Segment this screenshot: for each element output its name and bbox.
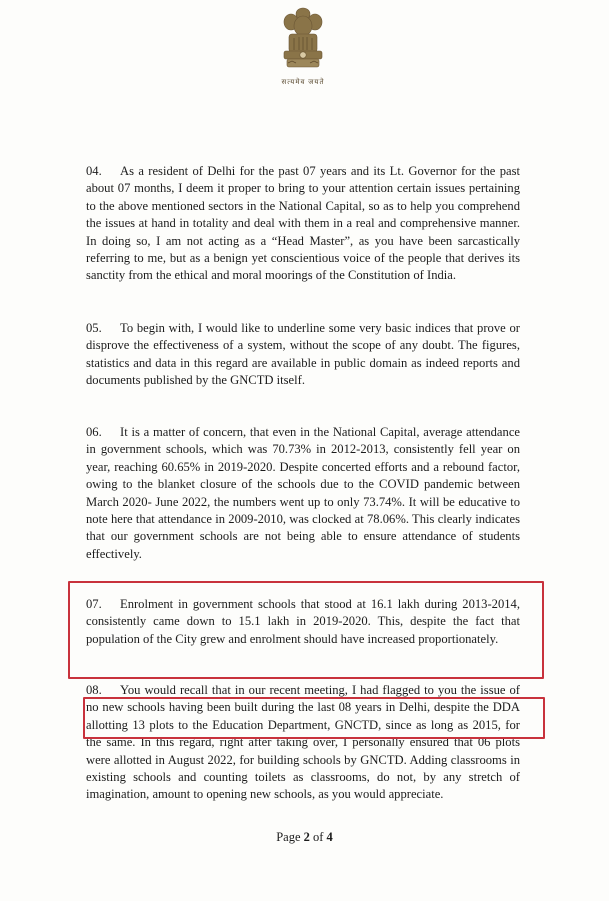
paragraph-number: 04.: [86, 164, 102, 178]
paragraph-text: It is a matter of concern, that even in the National Capital, average attendance in government schools, which was 70.73% in 2012-2013, consistently fell year on year, reaching 60.65% in 2019-2020. Despite concerted efforts and a rebound factor, owing to the blanket closure of the schools due to the COVID pandemic between March 2020- June 2022, the numbers went up to only 73.74%. It will be educative to note here that attendance in 2009-2010, was clocked at 78.06%. This clearly indicates that our government schools are not being able to ensure attendance of students effectively.: [86, 425, 520, 561]
paragraph-06: [86, 424, 520, 563]
lion-capital-icon: [270, 4, 336, 76]
footer-current-page: 2: [303, 830, 310, 844]
paragraph-text: As a resident of Delhi for the past 07 years and its Lt. Governor for the past about 07 months, I deem it proper to bring to your attention certain issues pertaining to the above mentioned sectors in the National Capital, so as to help you comprehend the issues at hand in totality and deal with them in a real and comprehensive manner. In doing so, I am not acting as a “Head Master”, as you have been sarcastically referring to me, but as a benign yet conscientious voice of the people that derives its sanctity from the ethical and moral moorings of the Constitution of India.: [86, 164, 520, 283]
paragraph-number: 08.: [86, 683, 102, 697]
national-emblem: [270, 4, 336, 94]
paragraph-number: 07.: [86, 597, 102, 611]
paragraph-text: Enrolment in government schools that stood at 16.1 lakh during 2013-2014, consistently came down to 15.1 lakh in 2019-2020. This, despite the fact that population of the City grew and enrolment should have increased proportionately.: [86, 597, 520, 646]
footer-total-pages: 4: [326, 830, 333, 844]
highlight-box-no-new-schools: [83, 697, 545, 739]
footer-of: of: [309, 830, 327, 844]
paragraph-05: [86, 320, 520, 390]
paragraph-number: 06.: [86, 425, 102, 439]
paragraph-text: You would recall that in our recent meeting, I had flagged to you the issue of no new schools having been built during the last 08 years in Delhi, despite the DDA allotting 13 plots to the Education Department, GNCTD, since as long as 2015, for the same. In this regard, right after taking over, I personally ensured that 06 plots were allotted in August 2022, for building schools by GNCTD. Adding classrooms in existing schools and counting toilets as classrooms, do not, by any stretch of imagination, amount to opening new schools, as you would appreciate.: [86, 683, 520, 802]
page-number-footer: [0, 830, 609, 845]
emblem-motto: सत्यमेव जयते: [281, 78, 325, 86]
paragraph-text: To begin with, I would like to underline some very basic indices that prove or disprove the effectiveness of a system, without the scope of any doubt. The figures, statistics and data in this regard are available in public domain as indeed reports and documents published by the GNCTD itself.: [86, 321, 520, 388]
paragraph-04: [86, 163, 520, 285]
footer-prefix: Page: [276, 830, 304, 844]
paragraph-number: 05.: [86, 321, 102, 335]
highlight-box-paragraph-07: [68, 581, 544, 679]
